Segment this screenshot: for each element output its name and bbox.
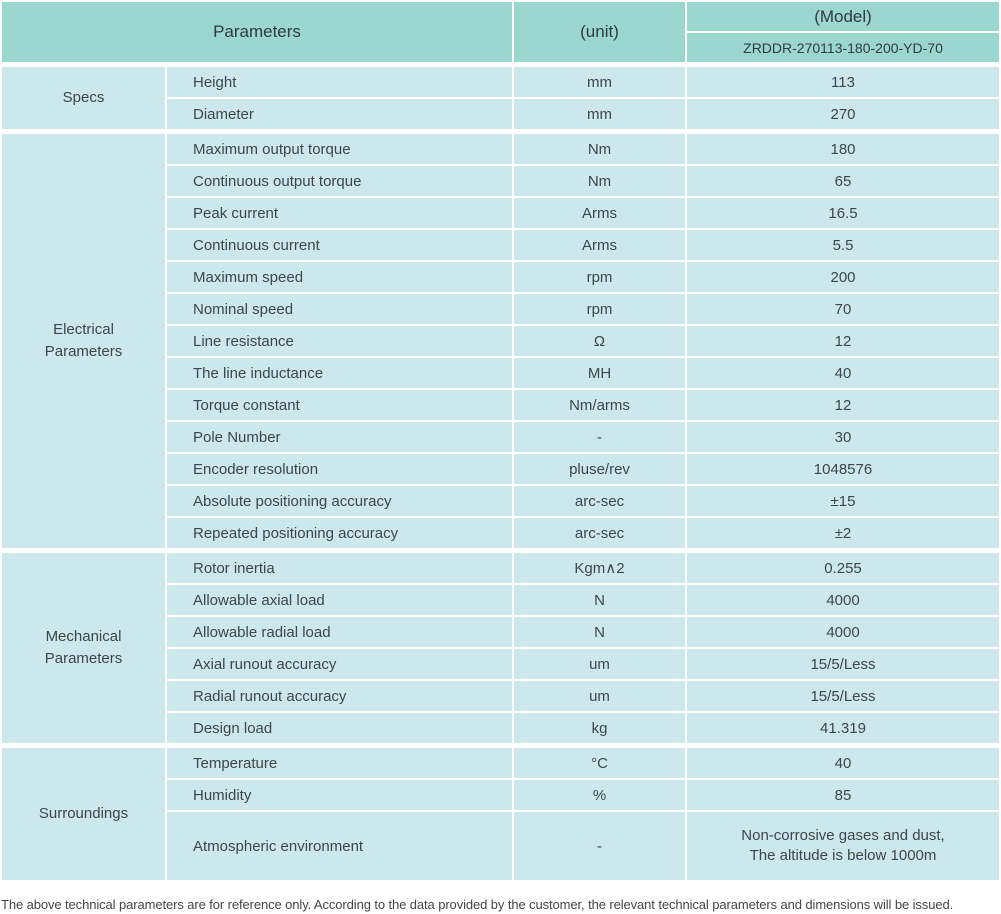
table-header xyxy=(1,1,1000,65)
value-cell: 16.5 xyxy=(686,197,1000,229)
unit-cell: - xyxy=(513,811,686,881)
param-cell: Continuous output torque xyxy=(166,165,513,197)
value-cell: 85 xyxy=(686,779,1000,811)
param-cell: Repeated positioning accuracy xyxy=(166,517,513,551)
value-cell: 30 xyxy=(686,421,1000,453)
param-cell: Line resistance xyxy=(166,325,513,357)
value-cell: 40 xyxy=(686,357,1000,389)
unit-cell: rpm xyxy=(513,261,686,293)
table-row xyxy=(1,65,1000,99)
value-line-2: The altitude is below 1000m xyxy=(749,847,937,864)
group-cell-specs: Specs xyxy=(1,65,166,132)
value-cell: 41.319 xyxy=(686,712,1000,746)
value-cell: 15/5/Less xyxy=(686,680,1000,712)
unit-cell: kg xyxy=(513,712,686,746)
value-cell: 70 xyxy=(686,293,1000,325)
param-cell: Atmospheric environment xyxy=(166,811,513,881)
value-cell: 200 xyxy=(686,261,1000,293)
value-cell: 0.255 xyxy=(686,551,1000,585)
unit-cell: mm xyxy=(513,98,686,132)
table-row xyxy=(1,132,1000,166)
unit-cell: mm xyxy=(513,65,686,99)
param-cell: Nominal speed xyxy=(166,293,513,325)
unit-cell: um xyxy=(513,648,686,680)
param-cell: Maximum output torque xyxy=(166,132,513,166)
value-cell: 12 xyxy=(686,389,1000,421)
param-cell: Rotor inertia xyxy=(166,551,513,585)
param-cell: Humidity xyxy=(166,779,513,811)
model-header: (Model) xyxy=(686,1,1000,32)
param-cell: The line inductance xyxy=(166,357,513,389)
value-cell: 65 xyxy=(686,165,1000,197)
value-cell: 1048576 xyxy=(686,453,1000,485)
value-cell: ±15 xyxy=(686,485,1000,517)
table-row xyxy=(1,746,1000,780)
unit-cell: Ω xyxy=(513,325,686,357)
unit-cell: arc-sec xyxy=(513,517,686,551)
param-cell: Height xyxy=(166,65,513,99)
table-row xyxy=(1,551,1000,585)
value-cell: 113 xyxy=(686,65,1000,99)
unit-cell: MH xyxy=(513,357,686,389)
unit-cell: Nm xyxy=(513,165,686,197)
param-cell: Diameter xyxy=(166,98,513,132)
unit-cell: °C xyxy=(513,746,686,780)
group-cell-electrical-parameters: Electrical Parameters xyxy=(1,132,166,551)
param-cell: Axial runout accuracy xyxy=(166,648,513,680)
unit-cell: N xyxy=(513,616,686,648)
value-cell xyxy=(686,811,1000,881)
parameters-header: Parameters xyxy=(1,1,513,65)
param-cell: Maximum speed xyxy=(166,261,513,293)
value-cell: 12 xyxy=(686,325,1000,357)
param-cell: Continuous current xyxy=(166,229,513,261)
group-cell-mechanical-parameters: Mechanical Parameters xyxy=(1,551,166,746)
unit-cell: Nm xyxy=(513,132,686,166)
group-cell-surroundings: Surroundings xyxy=(1,746,166,882)
unit-cell: um xyxy=(513,680,686,712)
unit-cell: Nm/arms xyxy=(513,389,686,421)
unit-cell: Kgm∧2 xyxy=(513,551,686,585)
unit-cell: pluse/rev xyxy=(513,453,686,485)
unit-cell: Arms xyxy=(513,229,686,261)
value-cell: ±2 xyxy=(686,517,1000,551)
param-cell: Pole Number xyxy=(166,421,513,453)
value-line-1: Non-corrosive gases and dust, xyxy=(741,826,945,844)
param-cell: Allowable radial load xyxy=(166,616,513,648)
unit-cell: arc-sec xyxy=(513,485,686,517)
value-cell: 5.5 xyxy=(686,229,1000,261)
value-cell: 4000 xyxy=(686,616,1000,648)
value-cell: 15/5/Less xyxy=(686,648,1000,680)
param-cell: Torque constant xyxy=(166,389,513,421)
param-cell: Radial runout accuracy xyxy=(166,680,513,712)
footer-note: The above technical parameters are for reference only. According to the data provided by the customer, the relevant technical parameters and dimensions will be issued. xyxy=(1,897,954,912)
param-cell: Design load xyxy=(166,712,513,746)
value-cell: 270 xyxy=(686,98,1000,132)
value-cell: 4000 xyxy=(686,584,1000,616)
param-cell: Temperature xyxy=(166,746,513,780)
value-cell: 180 xyxy=(686,132,1000,166)
param-cell: Allowable axial load xyxy=(166,584,513,616)
unit-cell: rpm xyxy=(513,293,686,325)
table-header-row xyxy=(1,1,1000,32)
model-number: ZRDDR-270113-180-200-YD-70 xyxy=(686,32,1000,65)
unit-cell: Arms xyxy=(513,197,686,229)
param-cell: Peak current xyxy=(166,197,513,229)
value-cell: 40 xyxy=(686,746,1000,780)
param-cell: Encoder resolution xyxy=(166,453,513,485)
unit-header: (unit) xyxy=(513,1,686,65)
unit-cell: % xyxy=(513,779,686,811)
unit-cell: N xyxy=(513,584,686,616)
param-cell: Absolute positioning accuracy xyxy=(166,485,513,517)
unit-cell: - xyxy=(513,421,686,453)
